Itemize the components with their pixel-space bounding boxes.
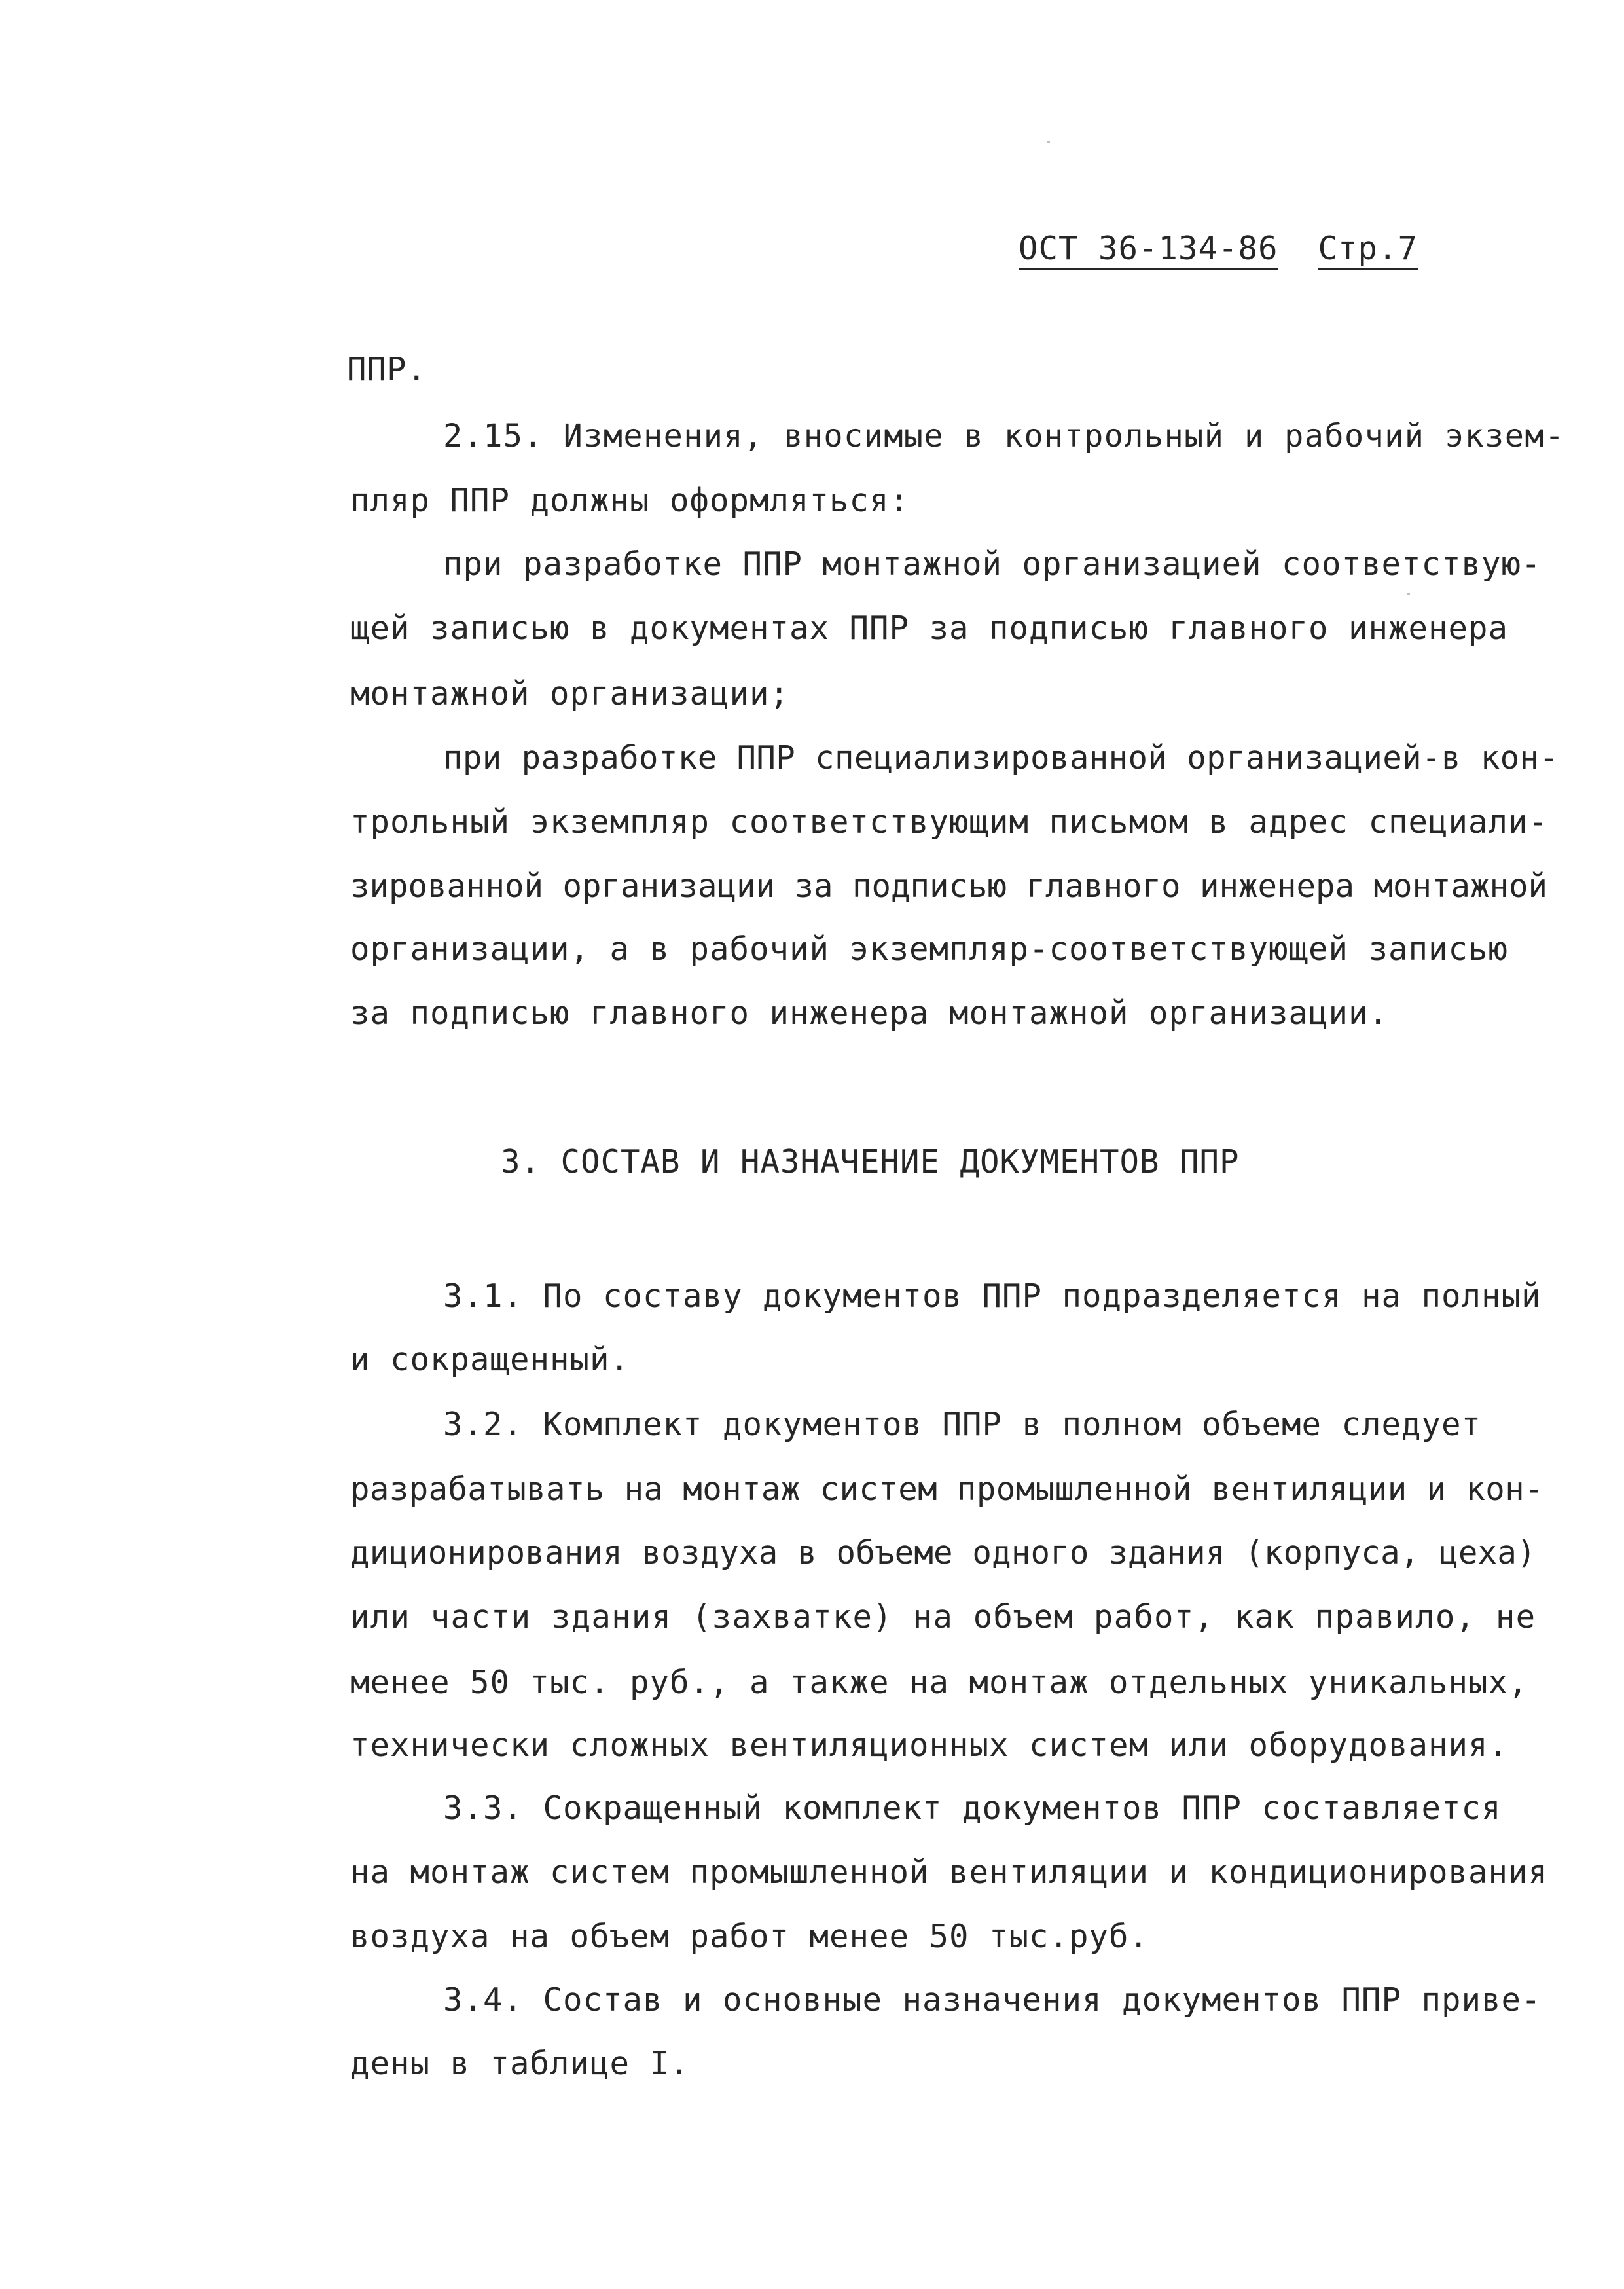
text-line: 3.1. По составу документов ППР подразделяется на полный [443,1277,1542,1315]
text-line: на монтаж систем промышленной вентиляции и кондиционирования [350,1854,1549,1891]
section-title: 3. СОСТАВ И НАЗНАЧЕНИЕ ДОКУМЕНТОВ ППР [501,1143,1240,1181]
text-line: щей записью в документах ППР за подписью главного инженера [350,610,1509,647]
page-header [1019,229,1418,268]
text-line: трольный экземпляр соответствующим письмом в адрес специали- [350,803,1549,841]
text-line: 3.3. Сокращенный комплект документов ППР составляется [443,1789,1502,1827]
text-line: 3.2. Комплект документов ППР в полном объеме следует [443,1406,1482,1443]
header-doc-number: ОСТ 36-134-86 [1019,230,1278,270]
text-line: дены в таблице I. [350,2045,690,2082]
text-line: пляр ППР должны оформляться: [350,482,910,519]
text-line: и сокращенный. [350,1341,630,1378]
text-line: за подписью главного инженера монтажной организации. [350,995,1389,1032]
text-line: разрабатывать на монтаж систем промышленной вентиляции и кон- [350,1471,1544,1508]
text-line: организации, а в рабочий экземпляр-соответствующей записью [350,930,1509,968]
scan-speck [1407,593,1410,595]
text-line: или части здания (захватке) на объем работ, как правило, не [350,1598,1536,1636]
header-page-label: Стр.7 [1318,230,1418,270]
text-line: монтажной организации; [350,675,790,712]
text-line: диционирования воздуха в объеме одного здания (корпуса, цеха) [350,1534,1536,1571]
text-line: 3.4. Состав и основные назначения документов ППР приве- [443,1981,1542,2019]
text-line: при разработке ППР специализированной организацией-в кон- [443,739,1559,777]
text-line: воздуха на объем работ менее 50 тыс.руб. [350,1918,1149,1955]
text-line: при разработке ППР монтажной организацией соответствую- [443,545,1542,583]
scan-speck [1047,141,1050,143]
text-line: 2.15. Изменения, вносимые в контрольный и рабочий экзем- [443,418,1565,454]
text-line: ППР. [347,351,427,388]
text-line: зированной организации за подписью главного инженера монтажной [350,868,1548,905]
text-line: технически сложных вентиляционных систем или оборудования. [350,1727,1509,1764]
text-line: менее 50 тыс. руб., а также на монтаж отдельных уникальных, [350,1664,1528,1701]
